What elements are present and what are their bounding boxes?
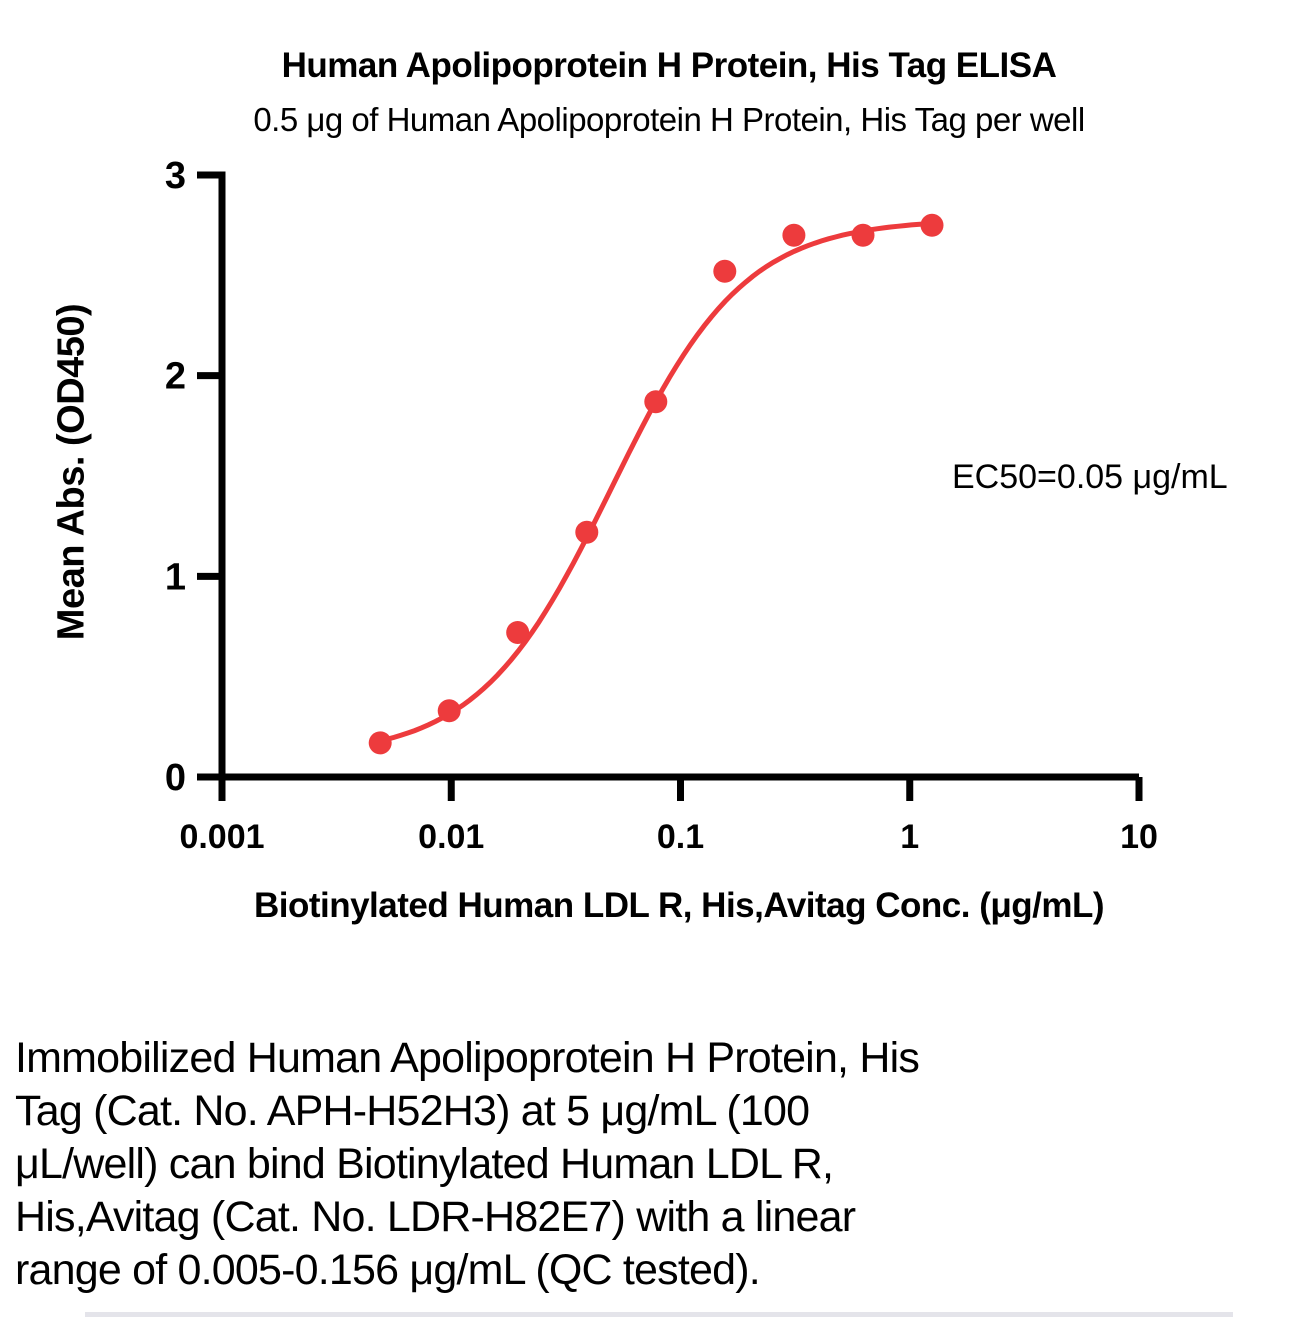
- ec50-annotation: EC50=0.05 μg/mL: [952, 458, 1228, 496]
- caption-line: Immobilized Human Apolipoprotein H Protein, His: [15, 1034, 920, 1082]
- data-point: [506, 621, 529, 644]
- fit-curve: [380, 223, 932, 741]
- figure-caption: [15, 1032, 1295, 1297]
- data-point: [782, 224, 805, 247]
- caption-line: μL/well) can bind Biotinylated Human LDL R,: [15, 1140, 834, 1188]
- chart-title: Human Apolipoprotein H Protein, His Tag ELISA: [281, 46, 1057, 85]
- x-tick-label: 0.001: [179, 818, 265, 856]
- x-tick-label: 0.1: [656, 818, 705, 856]
- x-tick-label: 1: [900, 818, 920, 856]
- y-tick-label: 2: [164, 355, 186, 398]
- x-tick-label: 0.01: [418, 818, 485, 856]
- x-tick-label: 10: [1120, 818, 1158, 856]
- caption-line: range of 0.005-0.156 μg/mL (QC tested).: [15, 1246, 760, 1294]
- data-point: [369, 731, 392, 754]
- data-point: [713, 260, 736, 283]
- data-point: [852, 224, 875, 247]
- y-tick-label: 0: [164, 757, 186, 799]
- chart-subtitle: 0.5 μg of Human Apolipoprotein H Protein, His Tag per well: [253, 101, 1085, 138]
- data-point: [438, 699, 461, 722]
- y-tick-label: 1: [164, 556, 186, 599]
- caption-line: Tag (Cat. No. APH-H52H3) at 5 μg/mL (100: [15, 1087, 810, 1135]
- data-point: [575, 521, 598, 544]
- data-point: [644, 390, 667, 413]
- caption-line: His,Avitag (Cat. No. LDR-H82E7) with a linear: [15, 1193, 856, 1241]
- x-axis-title: Biotinylated Human LDL R, His,Avitag Conc. (μg/mL): [253, 886, 1105, 925]
- data-point: [921, 214, 944, 237]
- bottom-partial-bar: [85, 1312, 1233, 1317]
- y-axis-title: Mean Abs. (OD450): [50, 303, 93, 641]
- y-tick-label: 3: [164, 154, 186, 197]
